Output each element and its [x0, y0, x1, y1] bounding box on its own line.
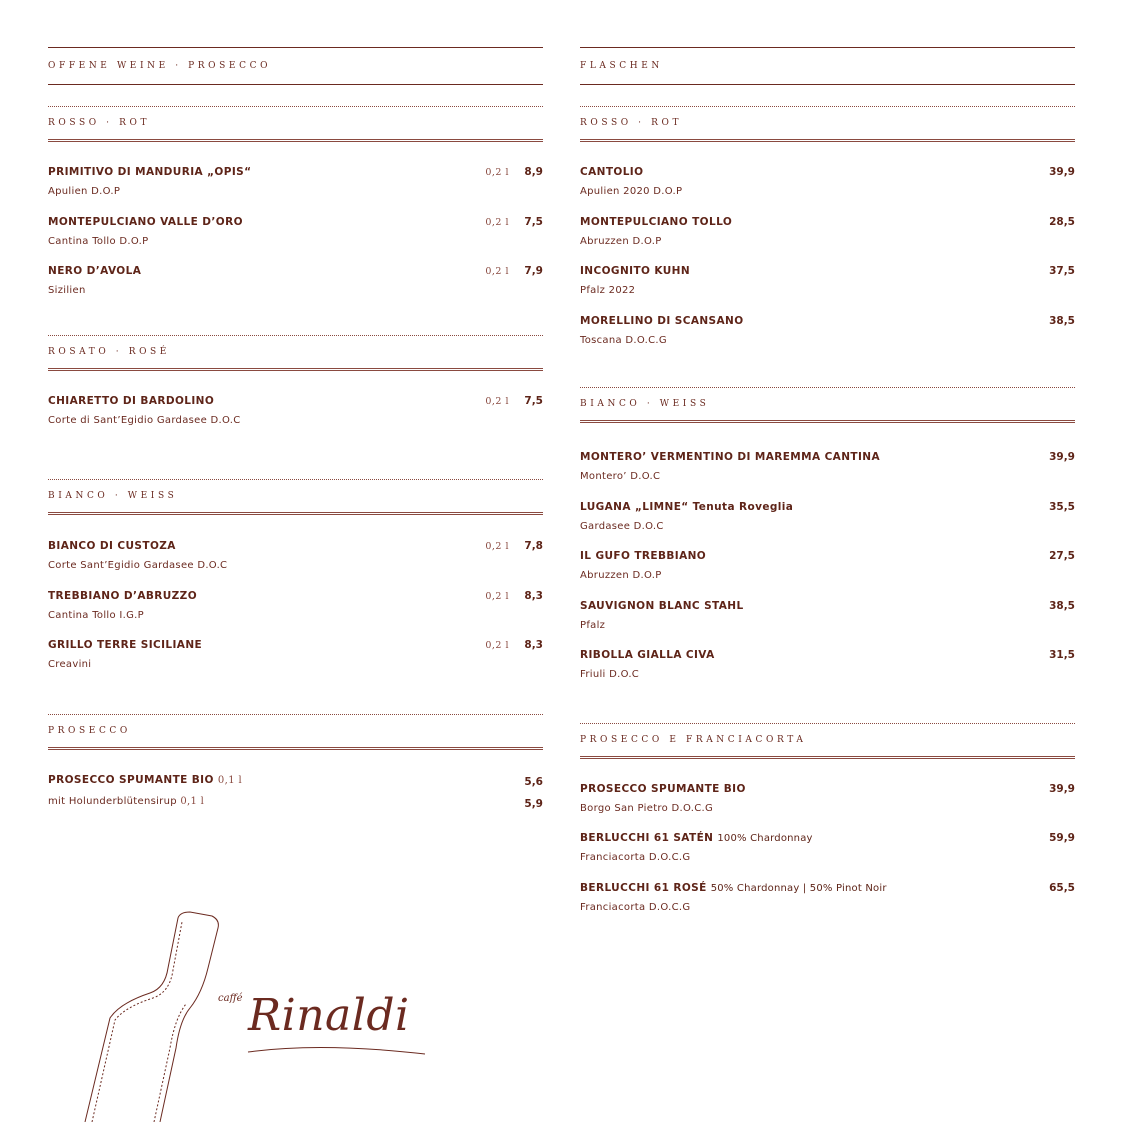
wine-item: CHIARETTO DI BARDOLINO Corte di Sant’Egidio Gardasee D.O.C 0,2 l 7,5 [48, 394, 543, 426]
wine-item: PRIMITIVO DI MANDURIA „OPIS“ Apulien D.O.P 0,2 l 8,9 [48, 166, 543, 197]
section-title-bottles: FLASCHEN [580, 47, 1075, 85]
column-bottles [580, 47, 1075, 931]
logo-small-text: caffé [218, 993, 243, 1004]
heading-rosso: ROSSO · ROT [48, 106, 543, 142]
wine-item: PROSECCO SPUMANTE BIO Borgo San Pietro D.O.C.G 39,9 [580, 782, 1075, 814]
wine-item: BERLUCCHI 61 ROSÉ 50% Chardonnay | 50% Pinot Noir Franciacorta D.O.C.G 65,5 [580, 881, 1075, 913]
wine-item: CANTOLIO Apulien 2020 D.O.P 39,9 [580, 166, 1075, 197]
prosecco-line: mit Holunderblütensirup 0,1 l 5,9 [48, 795, 543, 810]
heading-rosso: ROSSO · ROT [580, 106, 1075, 142]
prosecco-line: PROSECCO SPUMANTE BIO 0,1 l 5,6 [48, 773, 543, 788]
wine-item: INCOGNITO KUHN Pfalz 2022 37,5 [580, 265, 1075, 296]
wine-item: SAUVIGNON BLANC STAHL Pfalz 38,5 [580, 599, 1075, 631]
heading-bianco: BIANCO · WEISS [48, 479, 543, 515]
heading-bianco: BIANCO · WEISS [580, 387, 1075, 423]
wine-item: IL GUFO TREBBIANO Abruzzen D.O.P 27,5 [580, 550, 1075, 581]
heading-rosato: ROSATO · ROSÉ [48, 335, 543, 371]
wine-item: BIANCO DI CUSTOZA Corte Sant’Egidio Gardasee D.O.C 0,2 l 7,8 [48, 540, 543, 571]
section-title-open-wines: OFFENE WEINE · PROSECCO [48, 47, 543, 85]
logo-brand-name: Rinaldi [248, 990, 410, 1041]
wine-item: MONTEPULCIANO VALLE D’ORO Cantina Tollo D.O.P 0,2 l 7,5 [48, 215, 543, 247]
wine-item: TREBBIANO D’ABRUZZO Cantina Tollo I.G.P 0,2 l 8,3 [48, 589, 543, 621]
wine-item: LUGANA „LIMNE“ Tenuta Roveglia Gardasee D.O.C 35,5 [580, 500, 1075, 532]
wine-item: NERO D’AVOLA Sizilien 0,2 l 7,9 [48, 265, 543, 296]
wine-item: MORELLINO DI SCANSANO Toscana D.O.C.G 38,5 [580, 314, 1075, 346]
wine-item: MONTERO’ VERMENTINO DI MAREMMA CANTINA Montero’ D.O.C 39,9 [580, 451, 1075, 482]
wine-item: BERLUCCHI 61 SATÉN 100% Chardonnay Franciacorta D.O.C.G 59,9 [580, 832, 1075, 863]
heading-prosecco-franciacorta: PROSECCO E FRANCIACORTA [580, 723, 1075, 759]
column-open-wines [48, 47, 543, 818]
wine-item: MONTEPULCIANO TOLLO Abruzzen D.O.P 28,5 [580, 215, 1075, 247]
wine-item: RIBOLLA GIALLA CIVA Friuli D.O.C 31,5 [580, 649, 1075, 680]
heading-prosecco: PROSECCO [48, 714, 543, 750]
wine-item: GRILLO TERRE SICILIANE Creavini 0,2 l 8,3 [48, 639, 543, 670]
